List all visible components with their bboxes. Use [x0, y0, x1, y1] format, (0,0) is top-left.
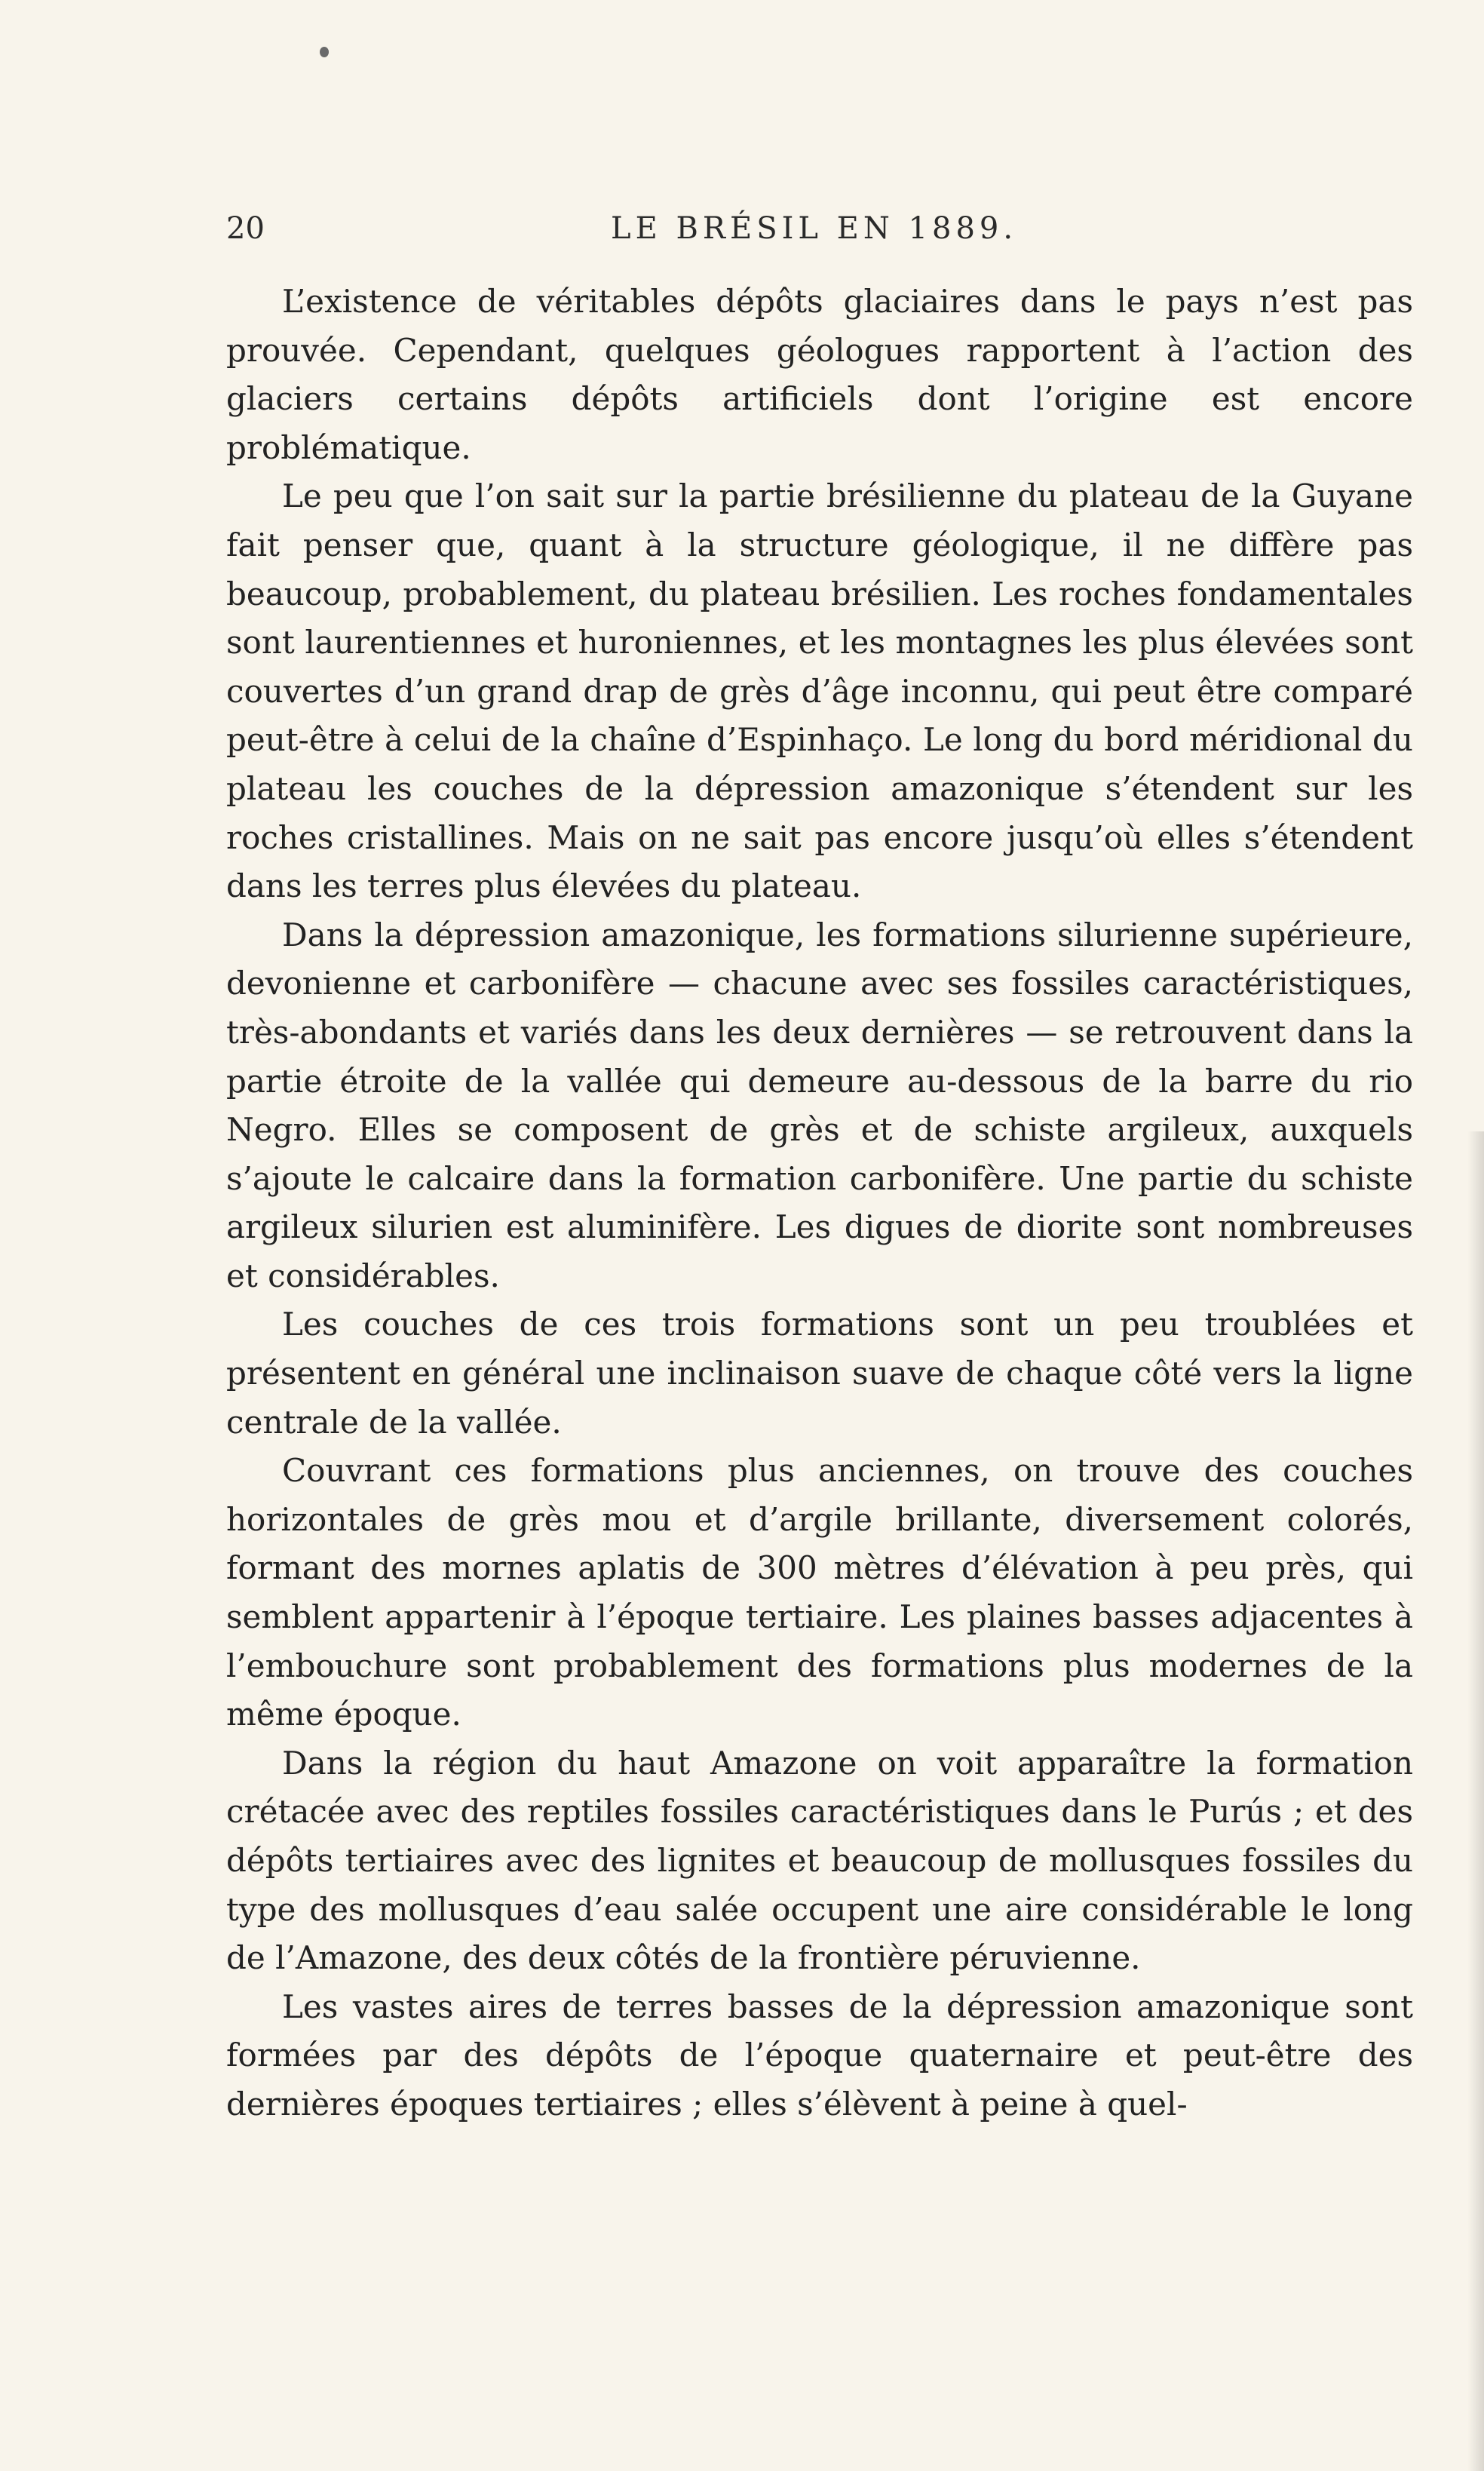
ink-speck [320, 47, 329, 57]
paragraph: Couvrant ces formations plus anciennes, on trouve des couches horizontales de grès mou et d’argile brillante, diversement colorés, formant des mornes aplatis de 300 mètres d’élévation à peu près, qui semblent appartenir à l’époque tertiaire. Les plaines basses adjacentes à l’embouchure sont probablement des formations plus modernes de la même époque. [226, 1452, 1413, 1733]
paragraph: Les couches de ces trois formations sont un peu troublées et présentent en général une inclinaison suave de chaque côté vers la ligne centrale de la vallée. [226, 1306, 1413, 1441]
paragraph: Les vastes aires de terres basses de la dépression amazonique sont formées par des dépôts de l’époque quaternaire et peut-être des dernières époques tertiaires ; elles s’élèvent à peine à quel- [226, 1988, 1413, 2123]
paragraph: Dans la région du haut Amazone on voit apparaître la formation crétacée avec des reptiles fossiles caractéristiques dans le Purús ; et des dépôts tertiaires avec des lignites et beaucoup de mollusques fossiles du type des mollusques d’eau salée occupent une aire considérable le long de l’Amazone, des deux côtés de la frontière péruvienne. [226, 1744, 1413, 1977]
paragraph: L’existence de véritables dépôts glaciaires dans le pays n’est pas prouvée. Cependant, quelques géologues rapportent à l’action des glaciers certains dépôts artificiels dont l’origine est encore problématique. [226, 283, 1413, 466]
running-header [226, 211, 1026, 256]
paragraph: Le peu que l’on sait sur la partie brésilienne du plateau de la Guyane fait penser que, quant à la structure géologique, il ne diffère pas beaucoup, probablement, du plateau brésilien. Les roches fondamentales sont laurentiennes et huroniennes, et les montagnes les plus élevées sont couvertes d’un grand drap de grès d’âge inconnu, qui peut être comparé peut-être à celui de la chaîne d’Espinhaço. Le long du bord méridional du plateau les couches de la dépression amazonique s’étendent sur les roches cristallines. Mais on ne sait pas encore jusqu’où elles s’étendent dans les terres plus élevées du plateau. [226, 477, 1413, 905]
body-text [226, 278, 1413, 2129]
paragraph: Dans la dépression amazonique, les formations silurienne supérieure, devonienne et carbonifère — chacune avec ses fossiles caractéristiques, très-abondants et variés dans les deux dernières — se retrouvent dans la partie étroite de la vallée qui demeure au-dessous de la barre du rio Negro. Elles se composent de grès et de schiste argileux, auxquels s’ajoute le calcaire dans la formation carbonifère. Une partie du schiste argileux silurien est aluminifère. Les digues de diorite sont nombreuses et considérables. [226, 916, 1413, 1294]
page-edge-shadow [1467, 1131, 1484, 2471]
running-title: LE BRÉSIL EN 1889. [611, 211, 1018, 246]
page-number: 20 [226, 211, 265, 246]
